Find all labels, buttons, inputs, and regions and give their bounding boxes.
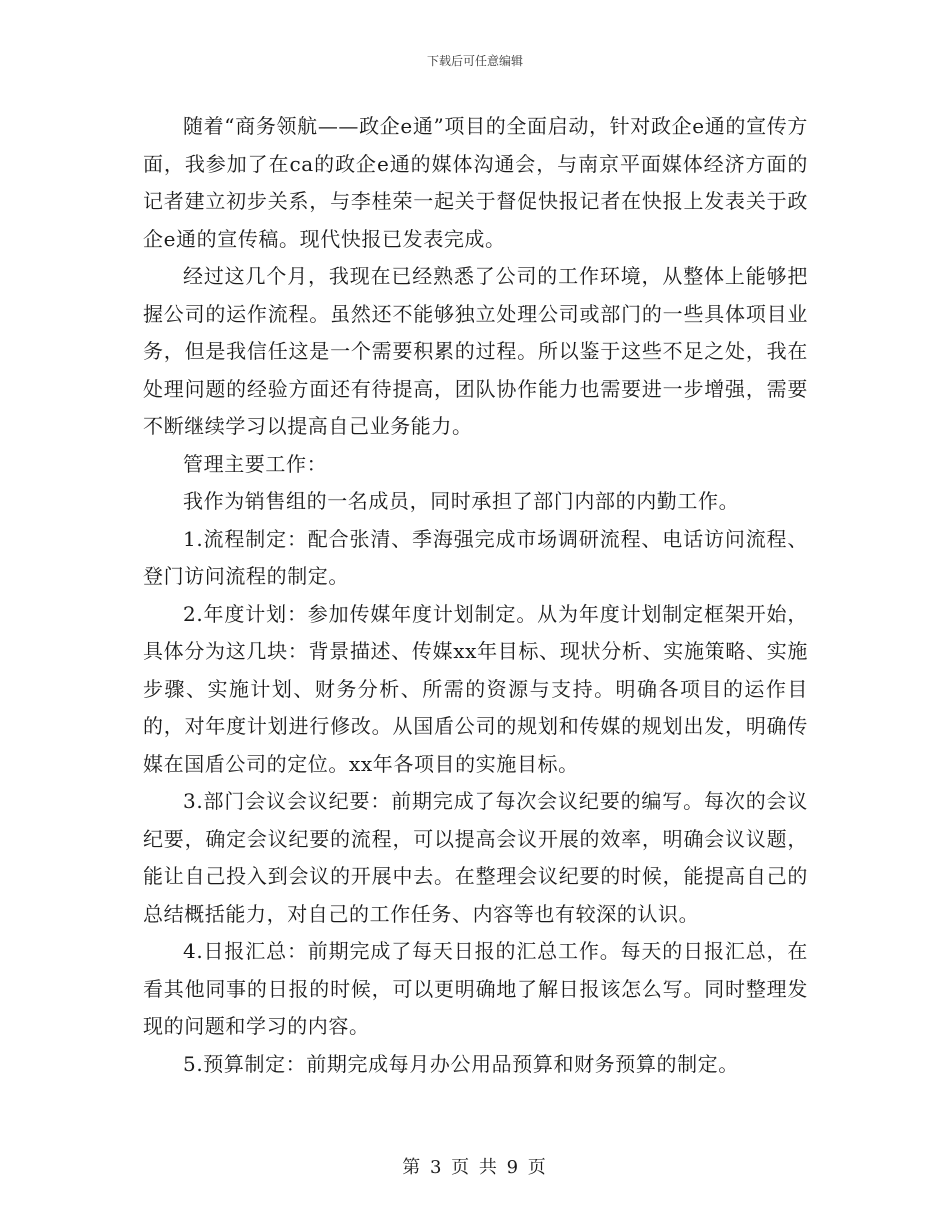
paragraph-annual-plan: 2.年度计划：参加传媒年度计划制定。从为年度计划制定框架开始，具体分为这几块：背景描述、传媒xx年目标、现状分析、实施策略、实施步骤、实施计划、财务分析、所需的资源与支持。明确各项目的运作目的，对年度计划进行修改。从国盾公司的规划和传媒的规划出发，明确传媒在国盾公司的定位。xx年各项目的实施目标。 [143, 601, 808, 776]
paragraph-role-intro: 我作为销售组的一名成员，同时承担了部门内部的内勤工作。 [183, 489, 740, 513]
paragraph-meeting-minutes: 3.部门会议会议纪要：前期完成了每次会议纪要的编写。每次的会议纪要，确定会议纪要的流程，可以提高会议开展的效率，明确会议议题，能让自己投入到会议的开展中去。在整理会议纪要的时候，能提高自己的总结概括能力，对自己的工作任务、内容等也有较深的认识。 [143, 789, 808, 926]
paragraph-process-definition: 1.流程制定：配合张清、季海强完成市场调研流程、电话访问流程、登门访问流程的制定。 [143, 526, 808, 588]
page-header: 下载后可任意编辑 [426, 54, 523, 68]
paragraph-management-heading: 管理主要工作： [183, 451, 328, 476]
paragraph-daily-report: 4.日报汇总：前期完成了每天日报的汇总工作。每天的日报汇总，在看其他同事的日报的时候，可以更明确地了解日报该怎么写。同时整理发现的问题和学习的内容。 [143, 939, 808, 1038]
page-footer: 第 3 页 共 9 页 [402, 1157, 548, 1178]
paragraph-e-tong-promotion: 随着“商务领航——政企e通”项目的全面启动，针对政企e通的宣传方面，我参加了在ca的政企e通的媒体沟通会，与南京平面媒体经济方面的记者建立初步关系，与李桂荣一起关于督促快报记者在快报上发表关于政企e通的宣传稿。现代快报已发表完成。 [143, 114, 808, 251]
document-body [143, 108, 808, 1083]
paragraph-months-summary: 经过这几个月，我现在已经熟悉了公司的工作环境，从整体上能够把握公司的运作流程。虽然还不能够独立处理公司或部门的一些具体项目业务，但是我信任这是一个需要积累的过程。所以鉴于这些不足之处，我在处理问题的经验方面还有待提高，团队协作能力也需要进一步增强，需要不断继续学习以提高自己业务能力。 [143, 264, 808, 438]
paragraph-budget: 5.预算制定：前期完成每月办公用品预算和财务预算的制定。 [183, 1051, 739, 1076]
